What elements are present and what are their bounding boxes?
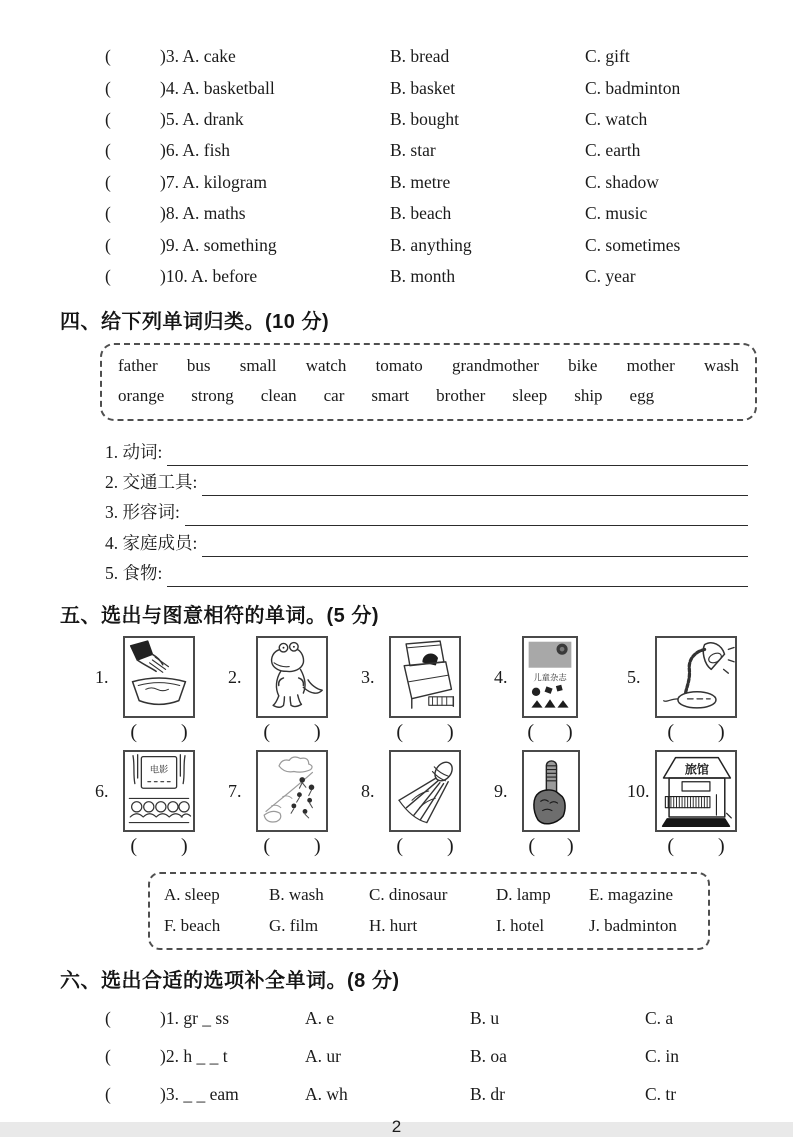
word-completion-item-2: )2. h _ _ t <box>160 1045 228 1066</box>
answer-parentheses[interactable]: ( <box>105 1045 111 1066</box>
picture-number: 1. <box>95 666 109 687</box>
cinema-screen-icon <box>125 752 193 830</box>
picture-item-6 <box>95 750 228 858</box>
picture-box-4 <box>522 636 578 718</box>
word: bus <box>186 356 211 376</box>
word: brother <box>436 386 486 406</box>
choice-item-6: )6. A. fish <box>160 140 230 161</box>
word: clean <box>260 386 297 406</box>
answer-line[interactable] <box>202 472 748 496</box>
section-three-choice-list <box>0 0 793 292</box>
picture-box-6 <box>123 750 195 832</box>
choice-option-a: A. ur <box>305 1045 341 1066</box>
picture-row-2 <box>0 750 793 858</box>
picture-number: 4. <box>494 666 508 687</box>
sleeping-in-bed-icon <box>391 638 459 716</box>
picture-row-1 <box>0 636 793 744</box>
picture-answer-parentheses[interactable]: ( ) <box>527 721 573 744</box>
picture-number: 10. <box>627 780 650 801</box>
options-row-2 <box>164 910 694 941</box>
word: father <box>118 356 158 376</box>
option-i: I. hotel <box>496 916 545 936</box>
answer-parentheses[interactable]: ( <box>105 171 111 192</box>
choice-option-c: C. watch <box>585 108 648 129</box>
choice-item-8: )8. A. maths <box>160 203 246 224</box>
desk-lamp-icon <box>657 638 735 716</box>
choice-option-c: C. earth <box>585 140 641 161</box>
answer-parentheses[interactable]: ( <box>105 1007 111 1028</box>
option-b: B. wash <box>269 885 324 905</box>
choice-option-c: C. tr <box>645 1083 677 1104</box>
word: car <box>323 386 345 406</box>
choice-option-c: C. in <box>645 1045 680 1066</box>
category-list <box>105 435 748 587</box>
picture-item-8 <box>361 750 494 858</box>
svg-text:旅馆: 旅馆 <box>684 762 709 777</box>
picture-number: 7. <box>228 780 242 801</box>
option-g: G. film <box>269 916 319 936</box>
choice-option-b: B. oa <box>470 1045 507 1066</box>
picture-item-5 <box>627 636 760 744</box>
picture-item-10 <box>627 750 760 858</box>
word: orange <box>118 386 165 406</box>
choice-item-9: )9. A. something <box>160 234 277 255</box>
picture-box-7 <box>256 750 328 832</box>
section-five-options-box <box>148 872 710 950</box>
picture-box-2 <box>256 636 328 718</box>
picture-answer-parentheses[interactable]: ( ) <box>263 835 321 858</box>
category-food <box>105 557 748 587</box>
choice-option-b: B. bread <box>390 46 450 67</box>
picture-item-3 <box>361 636 494 744</box>
answer-parentheses[interactable]: ( <box>105 77 111 98</box>
picture-box-5 <box>655 636 737 718</box>
options-row-1 <box>164 879 694 910</box>
choice-option-a: A. e <box>305 1007 335 1028</box>
category-label: 1. 动词: <box>105 441 163 462</box>
picture-answer-parentheses[interactable]: ( ) <box>263 721 321 744</box>
choice-item-7: )7. A. kilogram <box>160 171 267 192</box>
choice-item-5: )5. A. drank <box>160 108 244 129</box>
choice-option-a: A. wh <box>305 1083 348 1104</box>
dinosaur-icon <box>258 638 326 716</box>
picture-answer-parentheses[interactable]: ( ) <box>667 835 725 858</box>
word: sleep <box>512 386 548 406</box>
answer-parentheses[interactable]: ( <box>105 265 111 286</box>
picture-number: 3. <box>361 666 375 687</box>
choice-option-b: B. month <box>390 265 456 286</box>
answer-parentheses[interactable]: ( <box>105 234 111 255</box>
picture-box-3 <box>389 636 461 718</box>
category-label: 2. 交通工具: <box>105 471 198 492</box>
word-completion-item-1: )1. gr _ ss <box>160 1007 230 1028</box>
option-a: A. sleep <box>164 885 220 905</box>
word: smart <box>371 386 410 406</box>
picture-item-7 <box>228 750 361 858</box>
picture-number: 8. <box>361 780 375 801</box>
beach-scene-icon <box>258 752 326 830</box>
picture-item-4 <box>494 636 627 744</box>
word: tomato <box>375 356 423 376</box>
option-e: E. magazine <box>589 885 674 905</box>
picture-item-9 <box>494 750 627 858</box>
category-verbs <box>105 435 748 465</box>
answer-line[interactable] <box>167 442 748 466</box>
picture-item-2 <box>228 636 361 744</box>
answer-parentheses[interactable]: ( <box>105 140 111 161</box>
word: bike <box>568 356 598 376</box>
picture-box-8 <box>389 750 461 832</box>
choice-option-b: B. metre <box>390 171 451 192</box>
category-label: 4. 家庭成员: <box>105 532 198 553</box>
category-transport <box>105 466 748 496</box>
picture-number: 5. <box>627 666 641 687</box>
section-six-heading: 六、选出合适的选项补全单词。(8 分) <box>60 970 400 993</box>
word: small <box>239 356 277 376</box>
category-label: 3. 形容词: <box>105 502 180 523</box>
option-f: F. beach <box>164 916 221 936</box>
answer-parentheses[interactable]: ( <box>105 1083 111 1104</box>
section-five-heading: 五、选出与图意相符的单词。(5 分) <box>60 605 379 628</box>
word: watch <box>305 356 347 376</box>
word: egg <box>629 386 655 406</box>
picture-box-10 <box>655 750 737 832</box>
category-adjectives <box>105 496 748 526</box>
answer-parentheses[interactable]: ( <box>105 108 111 129</box>
choice-option-c: C. music <box>585 203 648 224</box>
category-label: 5. 食物: <box>105 563 163 584</box>
choice-option-c: C. year <box>585 265 636 286</box>
choice-item-10: )10. A. before <box>160 265 258 286</box>
svg-text:电影: 电影 <box>149 765 169 776</box>
choice-option-b: B. basket <box>390 77 456 98</box>
section-four-heading: 四、给下列单词归类。(10 分) <box>60 311 330 334</box>
picture-answer-parentheses[interactable]: ( ) <box>130 835 188 858</box>
choice-option-c: C. badminton <box>585 77 681 98</box>
hotel-icon <box>657 752 735 830</box>
word-bank-row-2 <box>118 381 739 411</box>
option-j: J. badminton <box>589 916 677 936</box>
word: ship <box>574 386 603 406</box>
picture-answer-parentheses[interactable]: ( ) <box>396 835 454 858</box>
picture-answer-parentheses[interactable]: ( ) <box>130 721 188 744</box>
section-six-choice-list <box>0 999 793 1113</box>
picture-box-1 <box>123 636 195 718</box>
choice-option-c: C. shadow <box>585 171 659 192</box>
option-c: C. dinosaur <box>369 885 448 905</box>
choice-option-b: B. u <box>470 1007 500 1028</box>
choice-item-3: )3. A. cake <box>160 46 236 67</box>
picture-answer-parentheses[interactable]: ( ) <box>667 721 725 744</box>
choice-option-b: B. bought <box>390 108 460 129</box>
word: mother <box>626 356 675 376</box>
picture-box-9 <box>522 750 580 832</box>
choice-option-c: C. sometimes <box>585 234 681 255</box>
word-bank-row-1 <box>118 351 739 381</box>
magazine-icon <box>524 638 576 716</box>
option-d: D. lamp <box>496 885 551 905</box>
word-bank-box <box>100 343 757 421</box>
choice-option-c: C. a <box>645 1007 674 1028</box>
choice-option-b: B. anything <box>390 234 472 255</box>
word: wash <box>703 356 739 376</box>
answer-line[interactable] <box>185 502 748 526</box>
word: strong <box>191 386 234 406</box>
category-family <box>105 526 748 556</box>
word: grandmother <box>452 356 539 376</box>
answer-line[interactable] <box>167 563 748 587</box>
answer-line[interactable] <box>202 533 748 557</box>
picture-answer-parentheses[interactable]: ( ) <box>396 721 454 744</box>
word-completion-item-3: )3. _ _ eam <box>160 1083 239 1104</box>
choice-option-b: B. star <box>390 140 436 161</box>
picture-number: 2. <box>228 666 242 687</box>
choice-item-4: )4. A. basketball <box>160 77 275 98</box>
page-number: 2 <box>391 1117 402 1137</box>
choice-option-c: C. gift <box>585 46 630 67</box>
shuttlecock-icon <box>391 752 459 830</box>
picture-number: 9. <box>494 780 508 801</box>
option-h: H. hurt <box>369 916 418 936</box>
picture-number: 6. <box>95 780 109 801</box>
choice-option-b: B. dr <box>470 1083 505 1104</box>
choice-option-b: B. beach <box>390 203 452 224</box>
answer-parentheses[interactable]: ( <box>105 46 111 67</box>
picture-item-1 <box>95 636 228 744</box>
svg-text:儿童杂志: 儿童杂志 <box>533 673 567 683</box>
picture-answer-parentheses[interactable]: ( ) <box>528 835 574 858</box>
washing-clothes-icon <box>125 638 193 716</box>
answer-parentheses[interactable]: ( <box>105 203 111 224</box>
hurt-finger-icon <box>524 752 578 830</box>
